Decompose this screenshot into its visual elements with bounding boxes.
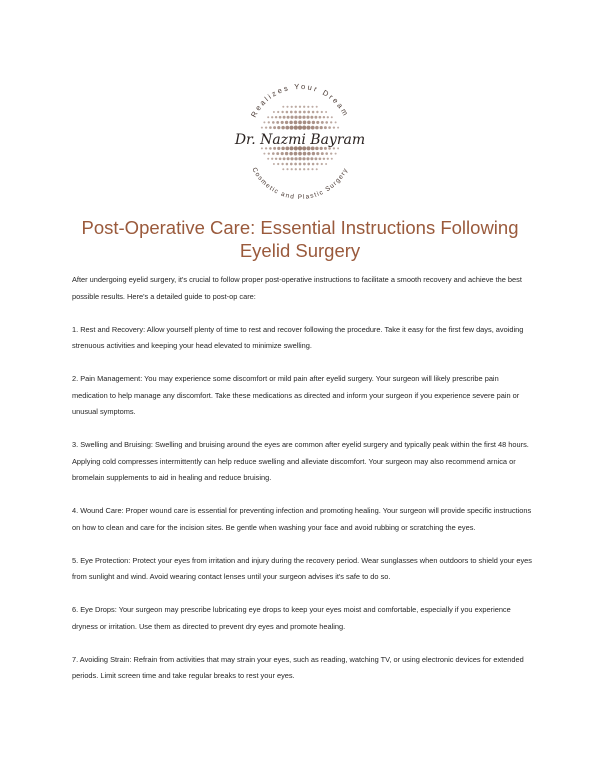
logo-dot bbox=[337, 127, 339, 129]
logo-dot bbox=[294, 116, 297, 119]
intro-paragraph: After undergoing eyelid surgery, it's crucial to follow proper post-operative instructions to facilitate a smooth recovery and achieve the best possible results. Here's a detailed guide to post-op care: bbox=[72, 275, 522, 301]
logo-dot bbox=[303, 106, 305, 108]
logo-dot bbox=[290, 111, 293, 114]
logo-dot bbox=[303, 121, 307, 125]
logo-dot bbox=[285, 121, 288, 124]
logo-dot bbox=[294, 121, 298, 125]
logo-dot bbox=[267, 158, 269, 160]
paragraph-pain-management: 2. Pain Management: You may experience some discomfort or mild pain after eyelid surgery. Your surgeon will likely prescribe pain medication to help manage any discomfort. Take these medications as directed and inform your surgeon if you experience severe pain or unusual symptoms. bbox=[72, 374, 520, 416]
logo-dot bbox=[303, 163, 306, 166]
logo-dot bbox=[327, 158, 329, 160]
logo-dot bbox=[325, 111, 327, 113]
logo-dot bbox=[307, 152, 311, 156]
logo-dot bbox=[307, 121, 311, 125]
logo-dot bbox=[307, 111, 310, 114]
paragraph-eye-drops: 6. Eye Drops: Your surgeon may prescribe lubricating eye drops to keep your eyes moist and comfortable, especially if you experience dryness or irritation. Use them as directed to prevent dry eyes and promote healing. bbox=[72, 605, 511, 631]
logo-dot bbox=[281, 121, 284, 124]
logo-dot bbox=[267, 116, 269, 118]
logo-dot bbox=[316, 152, 319, 155]
logo-dot bbox=[295, 106, 297, 108]
logo-dot bbox=[290, 116, 293, 119]
logo-dot bbox=[294, 126, 298, 130]
logo-dot bbox=[277, 163, 279, 165]
logo-dot bbox=[294, 152, 298, 156]
paragraph-avoiding-strain: 7. Avoiding Strain: Refrain from activities that may strain your eyes, such as reading, watching TV, or using electronic devices for extended periods. Limit screen time and take regular breaks to rest your eyes. bbox=[72, 654, 524, 680]
logo-dot bbox=[289, 121, 293, 125]
logo-dot bbox=[320, 126, 323, 129]
logo-dot bbox=[281, 111, 283, 113]
logo-dot bbox=[310, 157, 313, 160]
logo-dot bbox=[277, 126, 280, 129]
logo-dot bbox=[325, 152, 328, 155]
logo-dot bbox=[285, 152, 288, 155]
logo-dot bbox=[306, 116, 309, 119]
logo-dot bbox=[281, 126, 285, 130]
logo-dot bbox=[261, 127, 263, 129]
logo-dot bbox=[286, 111, 289, 114]
logo-dot bbox=[282, 168, 284, 170]
logo-dot bbox=[307, 126, 311, 130]
logo-dot bbox=[306, 157, 309, 160]
logo-dot bbox=[286, 163, 289, 166]
logo-dot bbox=[287, 116, 290, 119]
logo-dot bbox=[307, 168, 309, 170]
paragraph-rest-and-recovery: 1. Rest and Recovery: Allow yourself plenty of time to rest and recover following the procedure. Take it easy for the first few days, avoiding strenuous activities and keeping your head elevated to minimize swelling. bbox=[72, 324, 524, 350]
logo-dot bbox=[294, 157, 297, 160]
logo-dot bbox=[330, 152, 332, 154]
logo-dot bbox=[331, 116, 333, 118]
logo-dot bbox=[303, 152, 307, 156]
logo-dot bbox=[279, 157, 282, 160]
logo-dot bbox=[302, 157, 305, 160]
logo-dot bbox=[272, 121, 275, 124]
logo-dot bbox=[273, 163, 275, 165]
logo-dot bbox=[321, 111, 323, 113]
logo-dot bbox=[271, 158, 273, 160]
logo-dot bbox=[299, 111, 302, 114]
logo-dot bbox=[279, 116, 282, 119]
logo-dot bbox=[333, 126, 335, 128]
logo-dot bbox=[291, 168, 293, 170]
logo-dot bbox=[272, 152, 275, 155]
logo-dot bbox=[273, 111, 275, 113]
logo-dot bbox=[314, 116, 317, 119]
logo-dot bbox=[331, 158, 333, 160]
logo-signature: Dr. Nazmi Bayram bbox=[234, 132, 366, 148]
logo-dot bbox=[325, 163, 327, 165]
logo-dot bbox=[315, 126, 319, 130]
logo-dot bbox=[298, 116, 301, 119]
logo-dot bbox=[316, 106, 318, 108]
logo-dot bbox=[303, 111, 306, 114]
logo-dot bbox=[268, 121, 270, 123]
logo-emblem-icon bbox=[225, 68, 375, 208]
logo-dot bbox=[302, 116, 305, 119]
logo-dot bbox=[286, 106, 288, 108]
logo-dot bbox=[302, 126, 306, 130]
logo-dot bbox=[316, 168, 318, 170]
logo-top-arc-text: Realizes Your Dream bbox=[249, 81, 351, 119]
logo-dot bbox=[294, 111, 297, 114]
svg-text:Cosmetic and Plastic Surgery bbox=[250, 166, 349, 201]
logo-dot bbox=[298, 157, 301, 160]
logo-bottom-arc-text: Cosmetic and Plastic Surgery bbox=[250, 166, 350, 202]
logo-dot bbox=[276, 152, 279, 155]
logo-dot bbox=[277, 111, 279, 113]
logo-dot bbox=[268, 152, 270, 154]
logo-dot bbox=[330, 121, 332, 123]
logo-dot bbox=[287, 157, 290, 160]
logo-dot bbox=[290, 157, 293, 160]
logo-dot bbox=[275, 158, 277, 160]
logo-dot bbox=[286, 168, 288, 170]
logo-dot bbox=[283, 157, 286, 160]
logo-dot bbox=[312, 111, 315, 114]
logo-dot bbox=[299, 106, 301, 108]
logo-dot bbox=[321, 163, 323, 165]
logo-dot bbox=[281, 152, 284, 155]
clinic-logo bbox=[225, 68, 375, 208]
logo-dot bbox=[299, 163, 302, 166]
logo-dot bbox=[311, 168, 313, 170]
logo-dot bbox=[321, 152, 324, 155]
logo-dot bbox=[291, 106, 293, 108]
logo-dot bbox=[335, 153, 337, 155]
logo-dot bbox=[312, 121, 315, 124]
document-body bbox=[72, 272, 534, 701]
logo-dot bbox=[310, 116, 313, 119]
logo-dot bbox=[298, 121, 302, 125]
logo-dot bbox=[323, 116, 325, 118]
logo-dot bbox=[263, 121, 265, 123]
logo-dot bbox=[289, 152, 293, 156]
logo-dot bbox=[265, 126, 267, 128]
logo-dot bbox=[303, 168, 305, 170]
logo-dot bbox=[275, 116, 277, 118]
logo-dot bbox=[295, 168, 297, 170]
logo-dot bbox=[285, 126, 289, 130]
logo-dot bbox=[276, 121, 279, 124]
logo-dot bbox=[316, 121, 319, 124]
logo-dot bbox=[327, 116, 329, 118]
logo-dot bbox=[312, 163, 315, 166]
logo-dot bbox=[316, 163, 318, 165]
logo-dot bbox=[319, 116, 322, 119]
logo-dot bbox=[324, 126, 327, 129]
logo-dot bbox=[335, 121, 337, 123]
logo-dot bbox=[299, 168, 301, 170]
logo-dot bbox=[281, 163, 283, 165]
logo-dot bbox=[290, 163, 293, 166]
paragraph-swelling-and-bruising: 3. Swelling and Bruising: Swelling and bruising around the eyes are common after eyelid surgery and typically peak within the first 48 hours. Applying cold compresses intermittently can help reduce swelling and alleviate discomfort. Your surgeon may also recommend arnica or bromelain supplements to aid in healing and reduce bruising. bbox=[72, 440, 529, 482]
logo-dot bbox=[311, 106, 313, 108]
logo-dot bbox=[298, 125, 302, 129]
logo-dot bbox=[294, 163, 297, 166]
logo-dot bbox=[323, 158, 325, 160]
logo-dot bbox=[282, 106, 284, 108]
logo-dot bbox=[269, 126, 272, 129]
logo-dot bbox=[271, 116, 273, 118]
logo-dot bbox=[307, 106, 309, 108]
logo-dot bbox=[314, 157, 317, 160]
logo-dot bbox=[263, 153, 265, 155]
logo-dot bbox=[290, 126, 294, 130]
logo-dot bbox=[312, 152, 315, 155]
logo-dot bbox=[319, 157, 322, 160]
paragraph-wound-care: 4. Wound Care: Proper wound care is essential for preventing infection and promoting healing. Your surgeon will provide specific instructions on how to clean and care for the incision sites. Be gentle when washing your face and avoid rubbing or scratching the eyes. bbox=[72, 506, 532, 532]
logo-dot bbox=[325, 121, 328, 124]
page-title: Post-Operative Care: Essential Instructions Following Eyelid Surgery bbox=[81, 217, 519, 261]
logo-dot bbox=[298, 152, 302, 156]
logo-dot bbox=[316, 111, 318, 113]
logo-dot bbox=[311, 126, 315, 130]
paragraph-eye-protection: 5. Eye Protection: Protect your eyes from irritation and injury during the recovery period. Wear sunglasses when outdoors to shield your eyes from sunlight and wind. Avoid wearing contact lenses until your surgeon advises it's safe to do so. bbox=[72, 555, 532, 581]
logo-dot bbox=[283, 116, 286, 119]
logo-dot bbox=[321, 121, 324, 124]
logo-dot bbox=[273, 126, 276, 129]
logo-dot bbox=[328, 126, 331, 129]
logo-dot bbox=[307, 163, 310, 166]
